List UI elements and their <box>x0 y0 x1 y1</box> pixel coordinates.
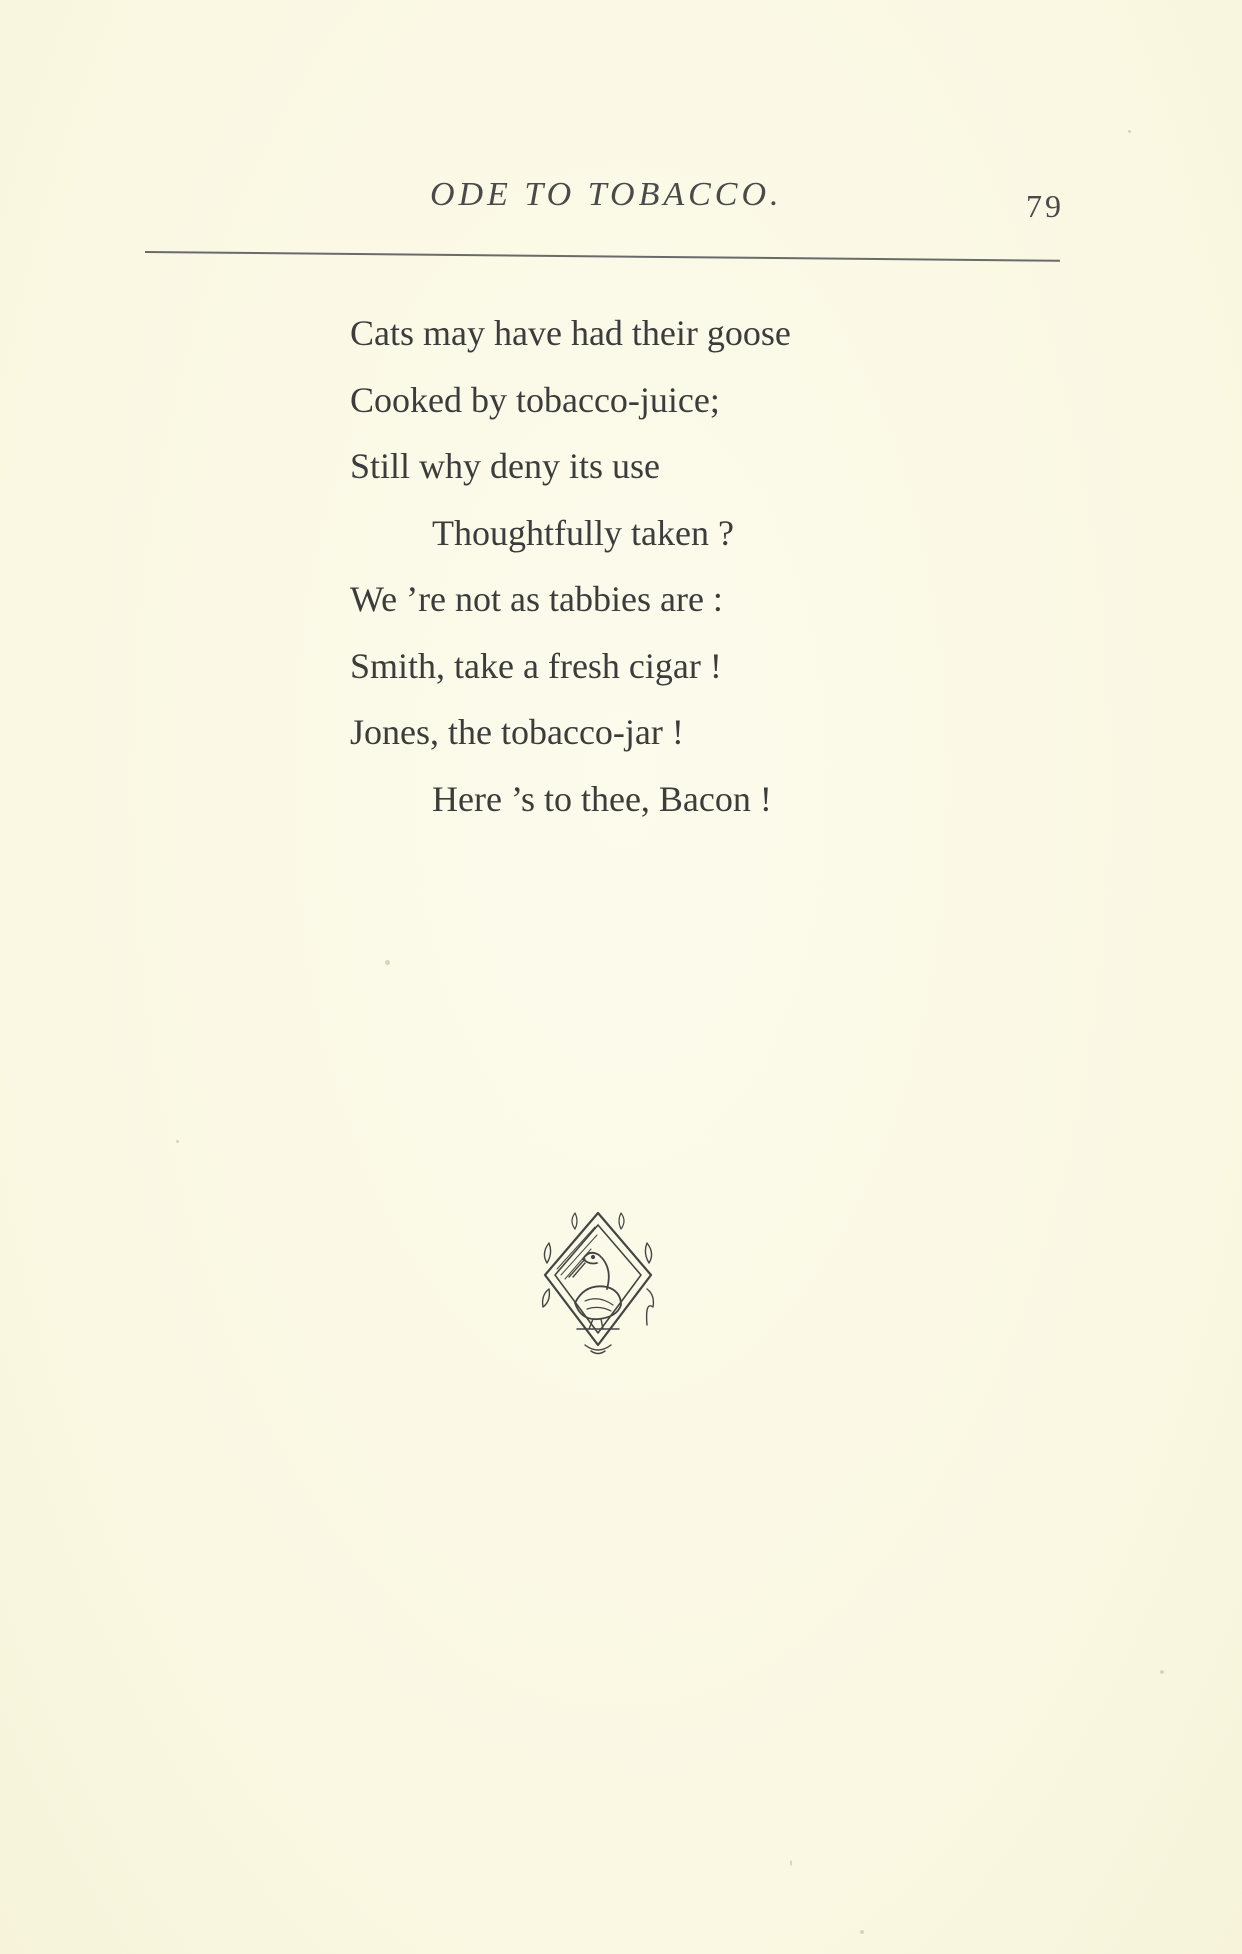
running-title: ODE TO TOBACCO. <box>430 176 783 213</box>
diamond-pelican-device-icon <box>535 1205 661 1355</box>
poem-line: We ’re not as tabbies are : <box>350 579 723 619</box>
poem-line-indented: Here ’s to thee, Bacon ! <box>432 778 772 819</box>
paper-speck <box>176 1140 179 1143</box>
poem-line: Smith, take a fresh cigar ! <box>350 645 722 686</box>
paper-speck <box>1160 1670 1164 1674</box>
poem-line: Jones, the tobacco-jar ! <box>350 712 684 752</box>
paper-speck <box>1128 130 1131 133</box>
poem-line: Still why deny its use <box>350 446 661 486</box>
poem-line: Cats may have had their goose <box>350 313 791 353</box>
poem-line-indented: Thoughtfully taken ? <box>432 512 734 553</box>
page-number: 79 <box>1026 188 1064 224</box>
paper-speck <box>385 960 390 965</box>
poem-stanza <box>350 300 1050 832</box>
paper-speck <box>790 1860 792 1866</box>
poem-line: Cooked by tobacco-juice; <box>350 379 720 420</box>
header-rule <box>145 251 1060 262</box>
paper-speck <box>860 1930 864 1934</box>
